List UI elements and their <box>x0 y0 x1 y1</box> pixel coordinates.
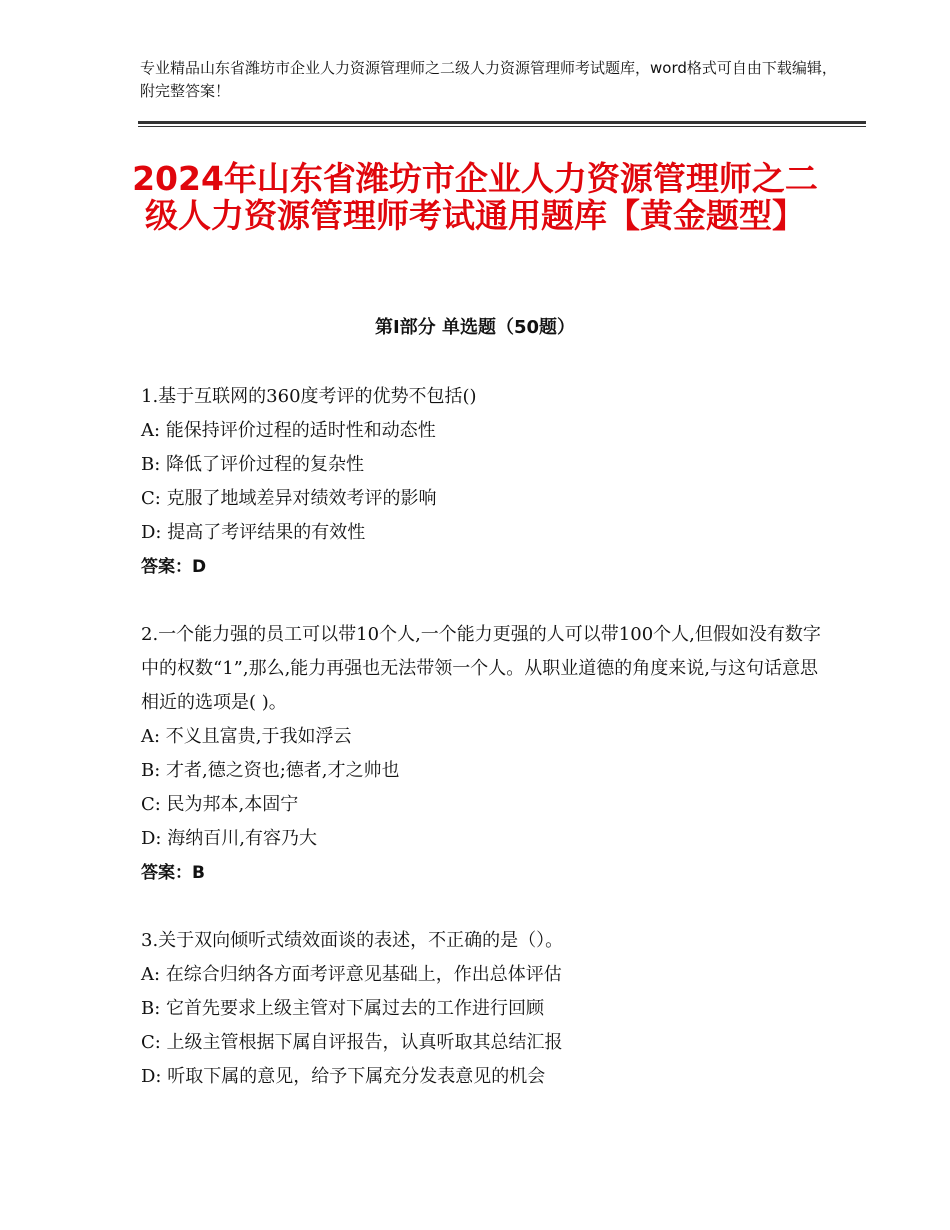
option-b: B: 降低了评价过程的复杂性 <box>141 454 365 475</box>
question-stem: 2.一个能力强的员工可以带10个人,一个能力更强的人可以带100个人,但假如没有数字中的权数“1”,那么,能力再强也无法带领一个人。从职业道德的角度来说,与这句话意思相近的选项是( )。 <box>141 624 821 713</box>
option-b: B: 才者,德之资也;德者,才之帅也 <box>141 760 400 781</box>
header-note: 专业精品山东省潍坊市企业人力资源管理师之二级人力资源管理师考试题库，word格式可自由下载编辑，附完整答案！ <box>140 59 837 100</box>
option-d: D: 听取下属的意见，给予下属充分发表意见的机会 <box>141 1066 546 1087</box>
option-d: D: 海纳百川,有容乃大 <box>141 828 317 849</box>
option-c: C: 克服了地域差异对绩效考评的影响 <box>141 488 437 509</box>
header-divider <box>138 121 866 124</box>
option-a: A: 能保持评价过程的适时性和动态性 <box>141 420 436 441</box>
question-stem: 3.关于双向倾听式绩效面谈的表述，不正确的是（）。 <box>141 930 564 951</box>
option-d: D: 提高了考评结果的有效性 <box>141 522 366 543</box>
section-title: 第Ⅰ部分 单选题（50题） <box>374 317 575 338</box>
question-stem: 1.基于互联网的360度考评的优势不包括() <box>141 386 477 407</box>
question-2 <box>141 618 821 890</box>
option-a: A: 不义且富贵,于我如浮云 <box>141 726 352 747</box>
document-title: 2024年山东省潍坊市企业人力资源管理师之二级人力资源管理师考试通用题库【黄金题型】 <box>132 159 818 235</box>
answer: 答案：D <box>141 557 207 577</box>
question-list <box>141 380 821 1128</box>
option-c: C: 民为邦本,本固宁 <box>141 794 299 815</box>
option-c: C: 上级主管根据下属自评报告，认真听取其总结汇报 <box>141 1032 563 1053</box>
header-divider-thin <box>138 126 866 127</box>
option-a: A: 在综合归纳各方面考评意见基础上，作出总体评估 <box>141 964 562 985</box>
question-1 <box>141 380 821 584</box>
option-b: B: 它首先要求上级主管对下属过去的工作进行回顾 <box>141 998 545 1019</box>
answer: 答案：B <box>141 863 205 883</box>
question-3 <box>141 924 821 1094</box>
